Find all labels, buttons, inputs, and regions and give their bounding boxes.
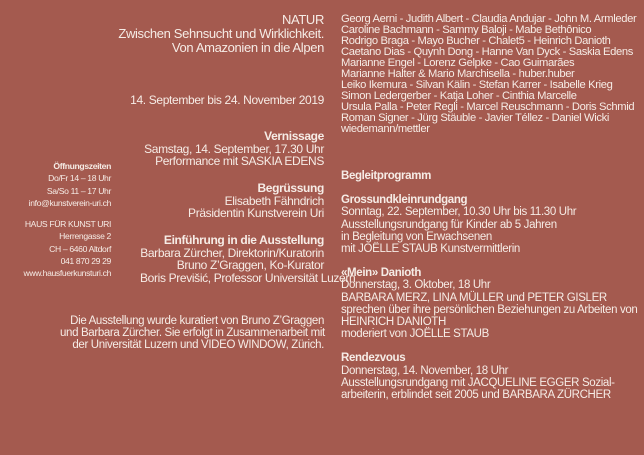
title-line: NATUR — [281, 12, 324, 27]
event-title: Rendezvous — [341, 352, 406, 365]
credit-line: der Universität Luzern und VIDEO WINDOW, Zürich. — [72, 339, 324, 352]
artist-line: wiedemann/mettler — [341, 123, 430, 136]
hours-heading: Öffnungszeiten — [53, 161, 111, 171]
artist-line: Leiko Ikemura - Silvan Kälin - Stefan Karrer - Isabelle Krieg — [341, 79, 613, 92]
event-title: «Mein» Danioth — [341, 267, 422, 280]
event-line: Ausstellungsrundgang für Kinder ab 5 Jahren — [341, 218, 557, 231]
address-line: CH – 6460 Altdorf — [49, 243, 111, 254]
hours-line: Sa/So 11 – 17 Uhr — [46, 185, 111, 196]
event-title: Grossundkleinrundgang — [341, 194, 468, 207]
phone-number: 041 870 29 29 — [60, 256, 111, 267]
section-line: Samstag, 14. September, 17.30 Uhr — [144, 141, 324, 156]
credit-line: Die Ausstellung wurde kuratiert von Bruno Z’Graggen — [70, 315, 324, 327]
artist-line: Ursula Palla - Peter Regli - Marcel Reuschmann - Doris Schmid — [341, 101, 635, 114]
vernissage-section — [140, 130, 324, 168]
program-event — [341, 267, 641, 340]
event-line: in Begleitung von Erwachsenen — [341, 230, 492, 243]
artist-line: Marianne Engel - Lorenz Gelpke - Cao Guimarães — [341, 57, 575, 70]
section-heading: Begrüssung — [257, 181, 324, 195]
event-line: BARBARA MERZ, LINA MÜLLER und PETER GISLER — [341, 291, 607, 304]
venue-info — [0, 160, 111, 280]
section-line: Bruno Z’Graggen, Ko-Kurator — [176, 258, 324, 273]
event-line: Donnerstag, 3. Oktober, 18 Uhr — [341, 279, 491, 292]
event-line: sprechen über ihre persönlichen Beziehungen zu Arbeiten von — [341, 303, 638, 316]
curator-credit — [60, 315, 324, 352]
section-line: Elisabeth Fähndrich — [224, 193, 324, 208]
artist-line: Georg Aerni - Judith Albert - Claudia Andujar - John M. Armleder — [341, 13, 637, 25]
program-event — [341, 194, 641, 255]
artist-list — [341, 14, 641, 136]
exhibition-title — [90, 13, 324, 55]
greeting-section — [140, 182, 324, 220]
program-event — [341, 352, 641, 401]
artist-line: Marianne Halter & Mario Marchisella - huber.huber — [341, 68, 575, 81]
event-line: mit JOËLLE STAUB Kunstvermittlerin — [341, 243, 520, 256]
artist-line: Simon Ledergerber - Katja Loher - Cinthia Marcelle — [341, 90, 577, 103]
event-line: HEINRICH DANIOTH — [341, 316, 446, 329]
event-line: arbeiterin, erblindet seit 2005 und BARBARA ZÜRCHER — [341, 389, 611, 402]
venue-name: HAUS FÜR KUNST URI — [24, 219, 111, 230]
date-range: 14. September bis 24. November 2019 — [130, 93, 324, 107]
event-line: Sonntag, 22. September, 10.30 Uhr bis 11.30 Uhr — [341, 206, 577, 219]
introduction-section — [140, 233, 356, 285]
section-line: Präsidentin Kunstverein Uri — [188, 206, 324, 221]
title-line: Von Amazonien in die Alpen — [171, 40, 324, 55]
title-line: Zwischen Sehnsucht und Wirklichkeit. — [118, 26, 324, 41]
section-heading: Vernissage — [264, 129, 324, 143]
address-line: Herrengasse 2 — [59, 231, 111, 242]
event-line: Ausstellungsrundgang mit JACQUELINE EGGER Sozial- — [341, 376, 615, 389]
artist-line: Roman Signer - Jürg Stäuble - Javier Téllez - Daniel Wicki — [341, 112, 609, 125]
event-line: moderiert von JOËLLE STAUB — [341, 328, 489, 341]
artist-line: Caetano Dias - Quynh Dong - Hanne Van Dyck - Saskia Edens — [341, 46, 634, 59]
website-link[interactable]: www.hausfuerkunsturi.ch — [23, 268, 111, 279]
program-heading: Begleitprogramm — [341, 170, 431, 182]
event-line: Donnerstag, 14. November, 18 Uhr — [341, 364, 509, 377]
section-line: Performance mit SASKIA EDENS — [155, 154, 324, 169]
credit-line: und Barbara Zürcher. Sie erfolgt in Zusammenarbeit mit — [60, 327, 325, 340]
section-heading: Einführung in die Ausstellung — [163, 233, 324, 247]
email-link[interactable]: info@kunstverein-uri.ch — [28, 197, 111, 208]
section-line: Barbara Zürcher, Direktorin/Kuratorin — [140, 245, 324, 260]
section-line: Boris Previšić, Professor Universität Luzern — [140, 270, 356, 285]
accompanying-program — [341, 170, 641, 413]
artist-line: Rodrigo Braga - Mayo Bucher - Chalet5 - Heinrich Danioth — [341, 35, 611, 48]
hours-line: Do/Fr 14 – 18 Uhr — [48, 173, 111, 184]
artist-line: Caroline Bachmann - Sammy Baloji - Mabe Bethônico — [341, 24, 592, 37]
